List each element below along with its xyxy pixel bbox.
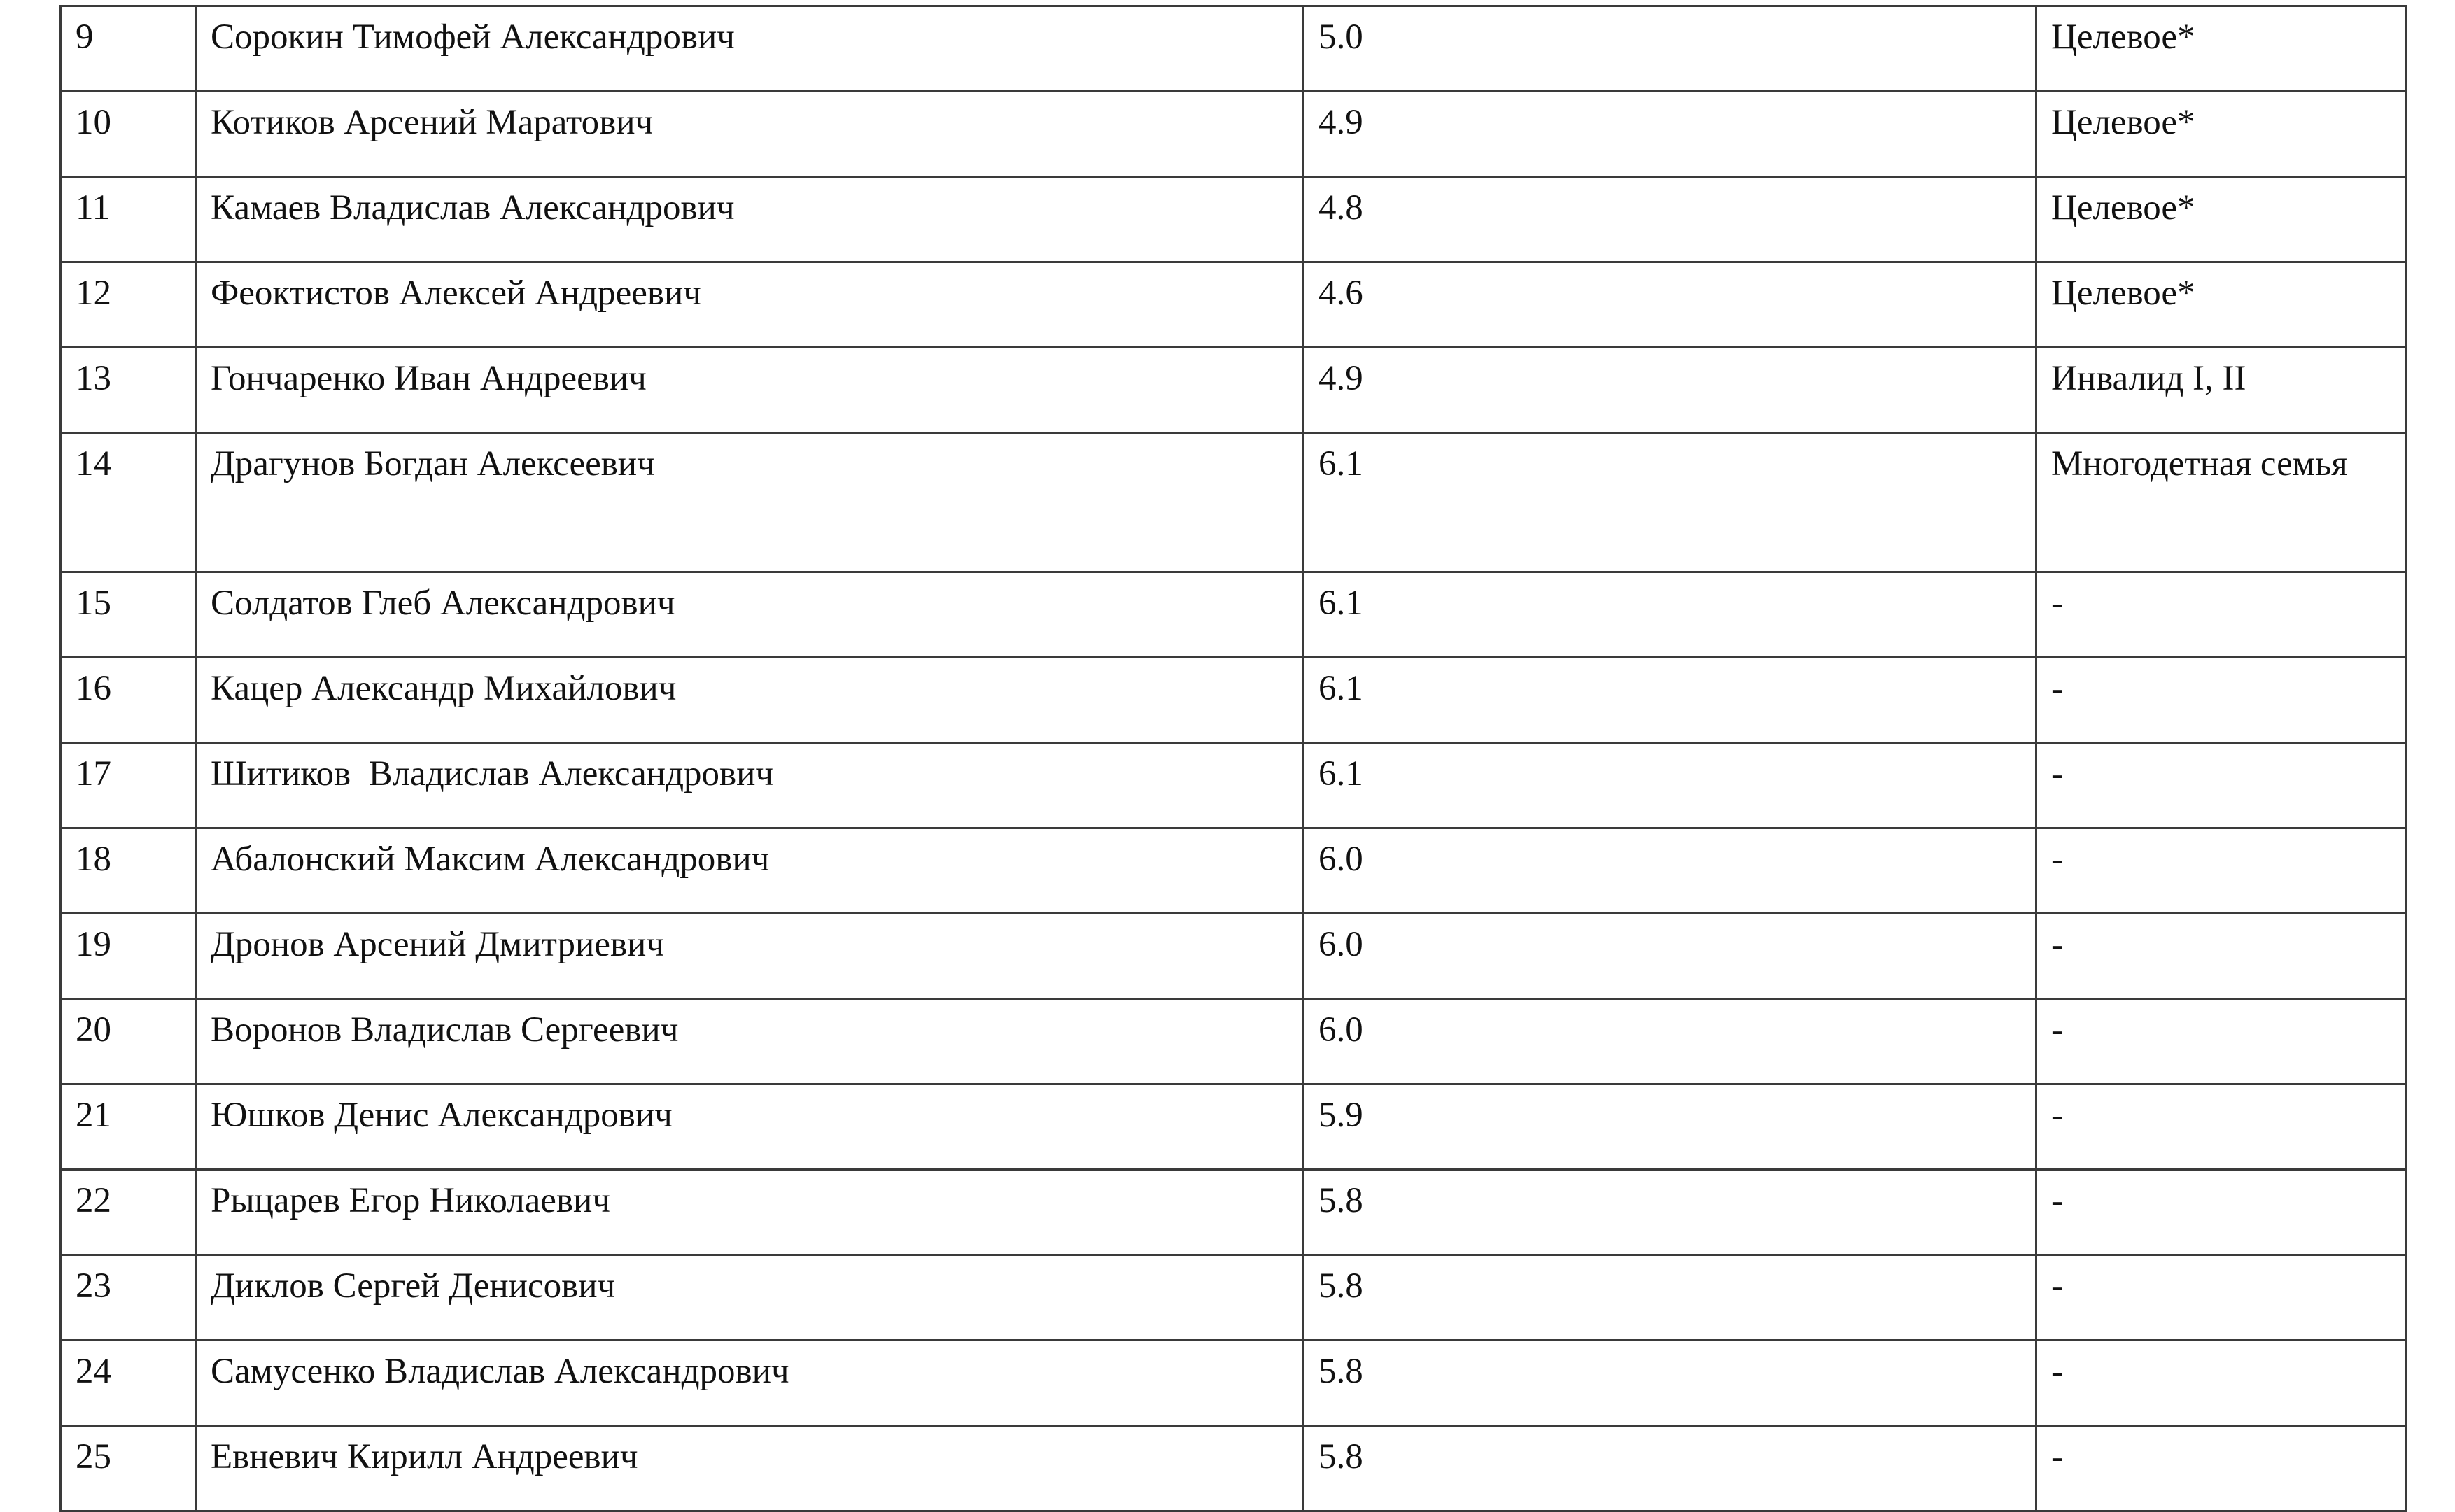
student-name: Котиков Арсений Маратович [196,92,1304,177]
note: Целевое* [2037,6,2407,92]
note: - [2037,1084,2407,1170]
average-score: 6.0 [1304,914,2037,999]
student-name: Шитиков Владислав Александрович [196,743,1304,828]
average-score: 4.9 [1304,92,2037,177]
note: - [2037,914,2407,999]
row-number: 9 [61,6,196,92]
student-name: Воронов Владислав Сергеевич [196,999,1304,1084]
table-row [61,743,2407,828]
row-number: 13 [61,348,196,433]
table-row [61,828,2407,914]
note: - [2037,1170,2407,1255]
note: - [2037,1255,2407,1341]
note: - [2037,1426,2407,1511]
row-number: 10 [61,92,196,177]
row-number: 12 [61,262,196,348]
student-name: Абалонский Максим Александрович [196,828,1304,914]
row-number: 19 [61,914,196,999]
table-row [61,572,2407,658]
student-name: Рыцарев Егор Николаевич [196,1170,1304,1255]
student-name: Камаев Владислав Александрович [196,177,1304,262]
table-row [61,1255,2407,1341]
average-score: 5.9 [1304,1084,2037,1170]
table-row [61,177,2407,262]
row-number: 11 [61,177,196,262]
row-number: 14 [61,433,196,572]
note: Целевое* [2037,262,2407,348]
row-number: 15 [61,572,196,658]
row-number: 22 [61,1170,196,1255]
table-row [61,658,2407,743]
note: Целевое* [2037,92,2407,177]
student-name: Евневич Кирилл Андреевич [196,1426,1304,1511]
average-score: 6.1 [1304,658,2037,743]
note: Инвалид I, II [2037,348,2407,433]
row-number: 20 [61,999,196,1084]
average-score: 5.8 [1304,1170,2037,1255]
row-number: 25 [61,1426,196,1511]
row-number: 24 [61,1341,196,1426]
average-score: 5.8 [1304,1426,2037,1511]
student-name: Дронов Арсений Дмитриевич [196,914,1304,999]
note: - [2037,1341,2407,1426]
row-number: 16 [61,658,196,743]
table-row [61,433,2407,572]
average-score: 5.0 [1304,6,2037,92]
note: - [2037,572,2407,658]
table-row [61,6,2407,92]
note: - [2037,828,2407,914]
table-row [61,262,2407,348]
average-score: 6.0 [1304,828,2037,914]
note: - [2037,743,2407,828]
student-name: Феоктистов Алексей Андреевич [196,262,1304,348]
student-name: Драгунов Богдан Алексеевич [196,433,1304,572]
student-name: Юшков Денис Александрович [196,1084,1304,1170]
table-row [61,999,2407,1084]
student-name: Диклов Сергей Денисович [196,1255,1304,1341]
average-score: 4.6 [1304,262,2037,348]
row-number: 21 [61,1084,196,1170]
student-name: Кацер Александр Михайлович [196,658,1304,743]
note: - [2037,999,2407,1084]
table-row [61,92,2407,177]
applicants-table [59,5,2407,1512]
table-row [61,348,2407,433]
row-number: 17 [61,743,196,828]
average-score: 6.1 [1304,572,2037,658]
table-row [61,914,2407,999]
average-score: 5.8 [1304,1341,2037,1426]
note: - [2037,658,2407,743]
average-score: 4.8 [1304,177,2037,262]
table-row [61,1084,2407,1170]
table-row [61,1341,2407,1426]
table-body [61,6,2407,1511]
student-name: Сорокин Тимофей Александрович [196,6,1304,92]
table-row [61,1426,2407,1511]
note: Целевое* [2037,177,2407,262]
average-score: 6.0 [1304,999,2037,1084]
row-number: 18 [61,828,196,914]
student-name: Самусенко Владислав Александрович [196,1341,1304,1426]
student-name: Гончаренко Иван Андреевич [196,348,1304,433]
average-score: 4.9 [1304,348,2037,433]
average-score: 5.8 [1304,1255,2037,1341]
average-score: 6.1 [1304,433,2037,572]
student-name: Солдатов Глеб Александрович [196,572,1304,658]
table-row [61,1170,2407,1255]
row-number: 23 [61,1255,196,1341]
note: Многодетная семья [2037,433,2407,572]
average-score: 6.1 [1304,743,2037,828]
